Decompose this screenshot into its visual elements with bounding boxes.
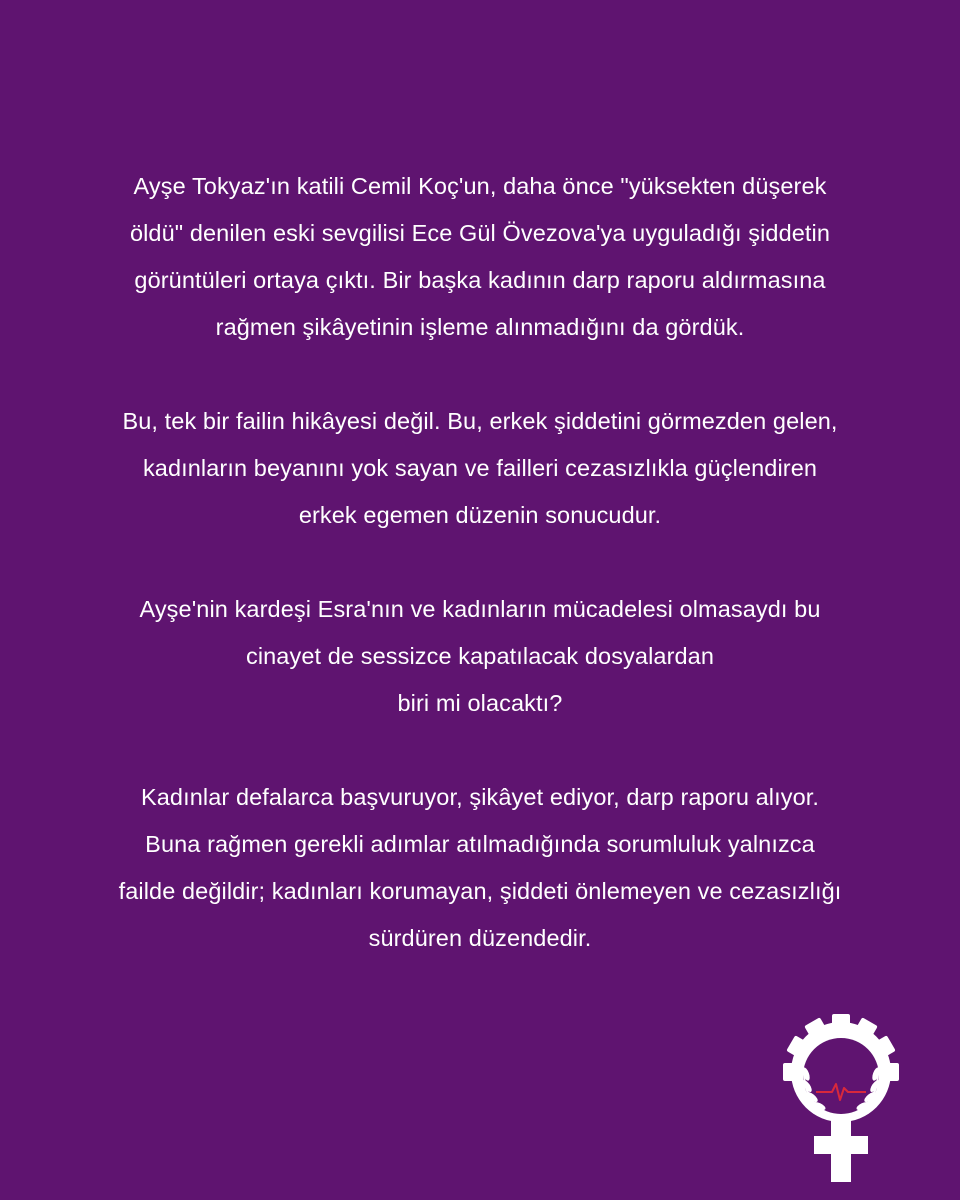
paragraph-1 xyxy=(40,163,920,351)
paragraph-line: Bu, tek bir failin hikâyesi değil. Bu, erkek şiddetini görmezden gelen, xyxy=(122,408,838,434)
paragraph-4 xyxy=(40,774,920,962)
paragraph-line: görüntüleri ortaya çıktı. Bir başka kadının darp raporu aldırmasına xyxy=(134,267,826,293)
paragraph-line: sürdüren düzendedir. xyxy=(368,925,592,951)
paragraph-line: Kadınlar defalarca başvuruyor, şikâyet ediyor, darp raporu alıyor. xyxy=(140,784,820,810)
paragraph-line: Ayşe'nin kardeşi Esra'nın ve kadınların mücadelesi olmasaydı bu xyxy=(139,596,821,622)
paragraph-line: Buna rağmen gerekli adımlar atılmadığında sorumluluk yalnızca xyxy=(145,831,815,857)
paragraph-3 xyxy=(40,586,920,727)
paragraph-line: kadınların beyanını yok sayan ve failleri cezasızlıkla güçlendiren xyxy=(142,455,818,481)
paragraph-line: cinayet de sessizce kapatılacak dosyalardan xyxy=(245,643,715,669)
paragraph-2 xyxy=(40,398,920,539)
paragraph-line: öldü" denilen eski sevgilisi Ece Gül Övezova'ya uyguladığı şiddetin xyxy=(129,220,831,246)
paragraph-line: failde değildir; kadınları korumayan, şiddeti önlemeyen ve cezasızlığı xyxy=(118,878,842,904)
statement-text xyxy=(40,163,920,1009)
venus-gear-wreath-icon xyxy=(776,1008,906,1188)
venus-cross-icon xyxy=(814,1116,868,1182)
paragraph-line: rağmen şikâyetinin işleme alınmadığını da gördük. xyxy=(215,314,745,340)
paragraph-line: biri mi olacaktı? xyxy=(397,690,563,716)
paragraph-line: Ayşe Tokyaz'ın katili Cemil Koç'un, daha önce "yüksekten düşerek xyxy=(133,173,827,199)
paragraph-line: erkek egemen düzenin sonucudur. xyxy=(298,502,662,528)
